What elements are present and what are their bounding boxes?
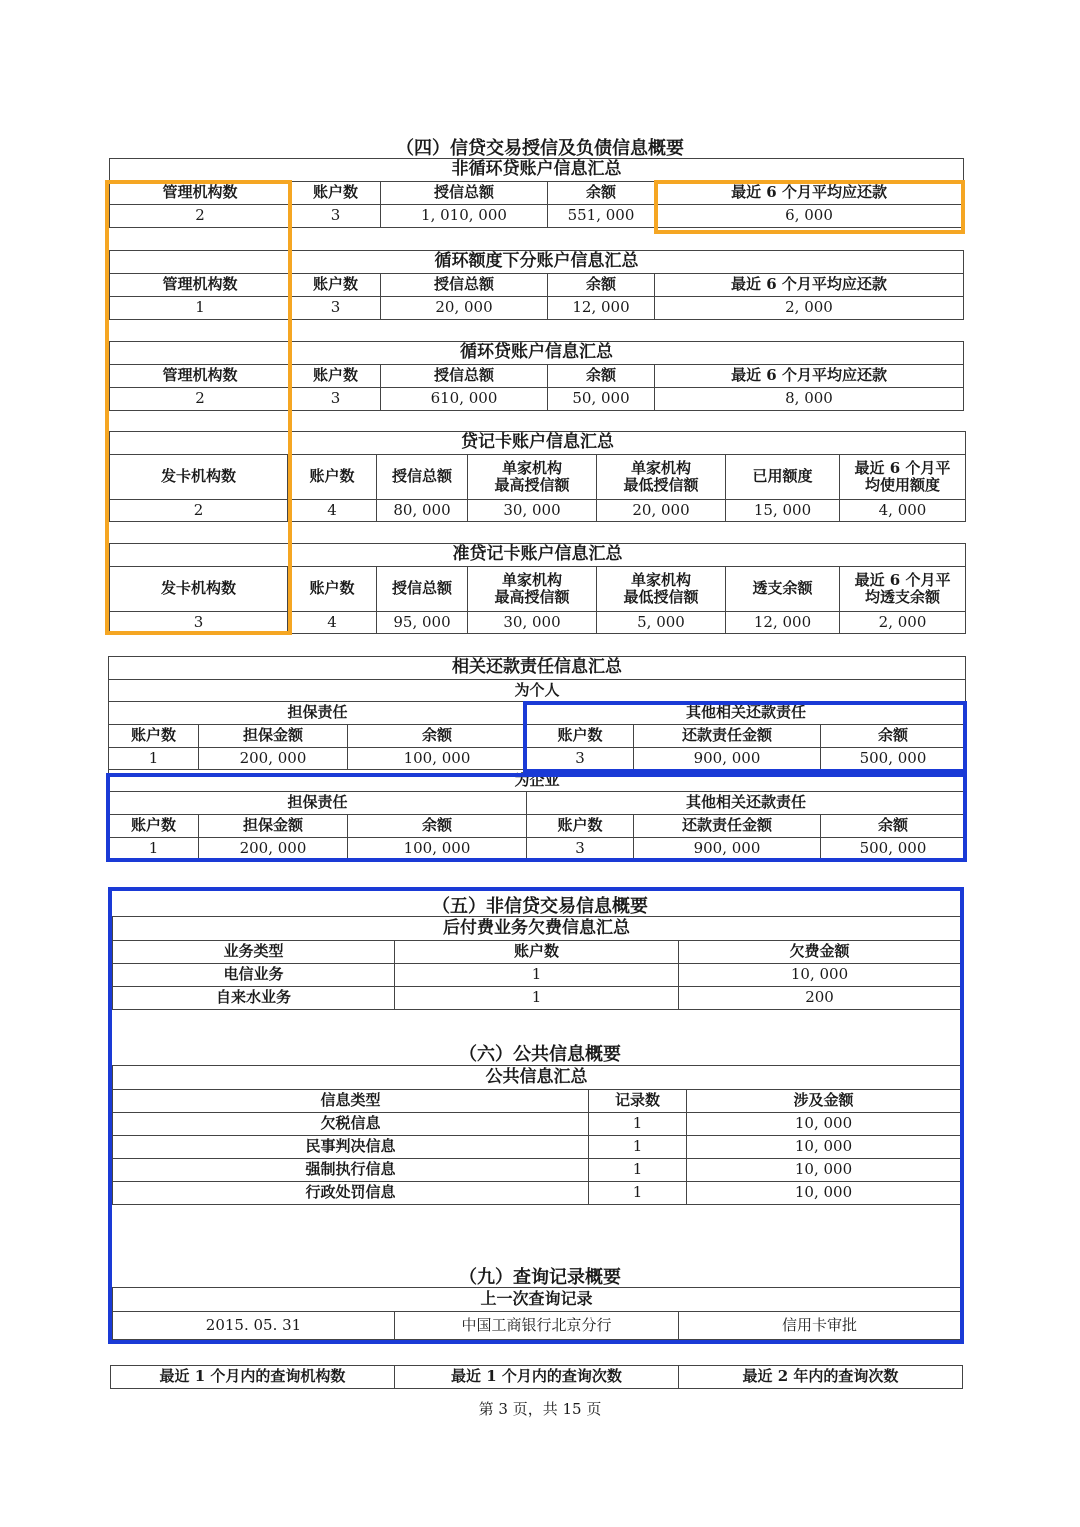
header-credit-total: 授信总额: [377, 567, 468, 612]
cell-value: 5, 000: [597, 612, 726, 634]
cell-value: 95, 000: [377, 612, 468, 634]
header-avg-repay: 最近 6 个月平均应还款: [655, 182, 964, 205]
header-balance: 余额: [348, 725, 527, 748]
cell-value: 20, 000: [597, 500, 726, 522]
repay-caption: 相关还款责任信息汇总: [109, 657, 966, 680]
header-min-single: 单家机构 最低授信额: [597, 567, 726, 612]
guarantee-label: 担保责任: [109, 792, 527, 815]
header-mgmt-orgs: 管理机构数: [110, 274, 291, 297]
header-mgmt-orgs: 管理机构数: [110, 365, 291, 388]
semi-caption: 准贷记卡账户信息汇总: [110, 544, 966, 567]
postpaid-arrears-table: [112, 916, 961, 1010]
section-6-title: （六）公共信息概要: [459, 1044, 621, 1065]
cell-value: 10, 000: [687, 1182, 961, 1205]
header-balance: 余额: [348, 815, 527, 838]
section-5-title: （五）非信贷交易信息概要: [432, 896, 648, 917]
cell-business-type: 自来水业务: [113, 987, 395, 1010]
header-query-count-1m: 最近 1 个月内的查询次数: [395, 1366, 679, 1389]
nonrevolving-caption: 非循环贷账户信息汇总: [110, 159, 964, 182]
cell-value: 1, 010, 000: [381, 205, 548, 228]
header-amount-involved: 涉及金额: [687, 1090, 961, 1113]
last-query-caption: 上一次查询记录: [113, 1288, 961, 1312]
repay-responsibility-table: [108, 656, 966, 860]
cell-value: 3: [291, 388, 381, 411]
query-summary-table: [110, 1365, 963, 1389]
cell-value: 1: [109, 748, 199, 770]
page-footer: 第 3 页，共 15 页: [478, 1400, 602, 1418]
other-responsibility-label: 其他相关还款责任: [527, 702, 966, 725]
header-min-single: 单家机构 最低授信额: [597, 455, 726, 500]
header-guarantee-amount: 担保金额: [199, 725, 348, 748]
cell-value: 20, 000: [381, 297, 548, 320]
header-accounts: 账户数: [291, 274, 381, 297]
guarantee-label: 担保责任: [109, 702, 527, 725]
header-balance: 余额: [548, 274, 655, 297]
cell-info-type: 行政处罚信息: [113, 1182, 589, 1205]
header-avg-repay: 最近 6 个月平均应还款: [655, 365, 964, 388]
nonrevolving-summary-table: [109, 158, 964, 228]
cell-value: 10, 000: [687, 1113, 961, 1136]
cell-value: 10, 000: [687, 1136, 961, 1159]
header-accounts: 账户数: [527, 815, 634, 838]
header-accounts: 账户数: [109, 725, 199, 748]
header-overdraft: 透支余额: [726, 567, 840, 612]
postpaid-caption: 后付费业务欠费信息汇总: [113, 917, 961, 941]
header-credit-total: 授信总额: [377, 455, 468, 500]
credit-card-summary-table: [109, 431, 966, 522]
cell-value: 1: [589, 1159, 687, 1182]
header-avg-repay: 最近 6 个月平均应还款: [655, 274, 964, 297]
cell-value: 10, 000: [687, 1159, 961, 1182]
cell-value: 3: [291, 297, 381, 320]
header-issuer-orgs: 发卡机构数: [110, 567, 288, 612]
last-query-table: [112, 1287, 961, 1340]
cell-info-type: 民事判决信息: [113, 1136, 589, 1159]
header-credit-total: 授信总额: [381, 365, 548, 388]
cell-value: 1: [110, 297, 291, 320]
cell-value: 12, 000: [548, 297, 655, 320]
header-repay-amount: 还款责任金额: [634, 815, 821, 838]
header-avg-overdraft: 最近 6 个月平 均透支余额: [840, 567, 966, 612]
credit-caption: 贷记卡账户信息汇总: [110, 432, 966, 455]
enterprise-label: 为企业: [109, 770, 966, 792]
revolving-summary-table: [109, 341, 964, 411]
cell-value: 610, 000: [381, 388, 548, 411]
cell-value: 12, 000: [726, 612, 840, 634]
header-arrears-amount: 欠费金额: [679, 941, 961, 964]
cell-value: 2: [110, 388, 291, 411]
header-balance: 余额: [548, 365, 655, 388]
cell-value: 3: [527, 838, 634, 860]
header-max-single: 单家机构 最高授信额: [468, 567, 597, 612]
header-info-type: 信息类型: [113, 1090, 589, 1113]
header-repay-amount: 还款责任金额: [634, 725, 821, 748]
header-accounts: 账户数: [109, 815, 199, 838]
cell-value: 2, 000: [840, 612, 966, 634]
cell-value: 1: [589, 1182, 687, 1205]
header-balance: 余额: [548, 182, 655, 205]
cell-value: 4, 000: [840, 500, 966, 522]
cell-value: 500, 000: [821, 748, 966, 770]
cell-business-type: 电信业务: [113, 964, 395, 987]
cell-value: 10, 000: [679, 964, 961, 987]
cell-value: 900, 000: [634, 748, 821, 770]
cell-value: 2: [110, 500, 288, 522]
cell-value: 80, 000: [377, 500, 468, 522]
header-issuer-orgs: 发卡机构数: [110, 455, 288, 500]
cell-value: 200, 000: [199, 838, 348, 860]
header-accounts: 账户数: [527, 725, 634, 748]
cell-value: 100, 000: [348, 748, 527, 770]
query-reason: 信用卡审批: [679, 1312, 961, 1340]
cell-value: 6, 000: [655, 205, 964, 228]
cell-value: 3: [291, 205, 381, 228]
cell-value: 4: [288, 500, 377, 522]
cell-info-type: 强制执行信息: [113, 1159, 589, 1182]
cell-value: 551, 000: [548, 205, 655, 228]
cell-value: 3: [110, 612, 288, 634]
public-caption: 公共信息汇总: [113, 1066, 961, 1090]
header-credit-total: 授信总额: [381, 274, 548, 297]
cell-value: 200, 000: [199, 748, 348, 770]
header-used: 已用额度: [726, 455, 840, 500]
header-accounts: 账户数: [288, 567, 377, 612]
cell-value: 900, 000: [634, 838, 821, 860]
header-credit-total: 授信总额: [381, 182, 548, 205]
header-avg-used: 最近 6 个月平 均使用额度: [840, 455, 966, 500]
cell-value: 15, 000: [726, 500, 840, 522]
header-accounts: 账户数: [291, 365, 381, 388]
header-guarantee-amount: 担保金额: [199, 815, 348, 838]
header-max-single: 单家机构 最高授信额: [468, 455, 597, 500]
cell-value: 1: [395, 987, 679, 1010]
cell-value: 200: [679, 987, 961, 1010]
header-balance: 余额: [821, 815, 966, 838]
cell-value: 100, 000: [348, 838, 527, 860]
cell-value: 30, 000: [468, 612, 597, 634]
revolving-subaccount-table: [109, 250, 964, 320]
header-balance: 余额: [821, 725, 966, 748]
cell-value: 50, 000: [548, 388, 655, 411]
cell-value: 2: [110, 205, 291, 228]
cell-info-type: 欠税信息: [113, 1113, 589, 1136]
cell-value: 1: [589, 1136, 687, 1159]
cell-value: 4: [288, 612, 377, 634]
header-business-type: 业务类型: [113, 941, 395, 964]
rev-caption: 循环贷账户信息汇总: [110, 342, 964, 365]
cell-value: 500, 000: [821, 838, 966, 860]
cell-value: 3: [527, 748, 634, 770]
header-record-count: 记录数: [589, 1090, 687, 1113]
header-accounts: 账户数: [395, 941, 679, 964]
revsub-caption: 循环额度下分账户信息汇总: [110, 251, 964, 274]
public-info-table: [112, 1065, 961, 1205]
header-mgmt-orgs: 管理机构数: [110, 182, 291, 205]
other-responsibility-label: 其他相关还款责任: [527, 792, 966, 815]
personal-label: 为个人: [109, 680, 966, 702]
cell-value: 2, 000: [655, 297, 964, 320]
query-institution: 中国工商银行北京分行: [395, 1312, 679, 1340]
header-query-count-2y: 最近 2 年内的查询次数: [679, 1366, 963, 1389]
cell-value: 30, 000: [468, 500, 597, 522]
section-9-title: （九）查询记录概要: [459, 1267, 621, 1288]
header-accounts: 账户数: [288, 455, 377, 500]
semi-credit-card-summary-table: [109, 543, 966, 634]
cell-value: 1: [589, 1113, 687, 1136]
cell-value: 1: [395, 964, 679, 987]
cell-value: 1: [109, 838, 199, 860]
header-accounts: 账户数: [291, 182, 381, 205]
query-date: 2015. 05. 31: [113, 1312, 395, 1340]
section-4-title: （四）信贷交易授信及负债信息概要: [396, 138, 684, 159]
cell-value: 8, 000: [655, 388, 964, 411]
header-query-orgs-1m: 最近 1 个月内的查询机构数: [111, 1366, 395, 1389]
